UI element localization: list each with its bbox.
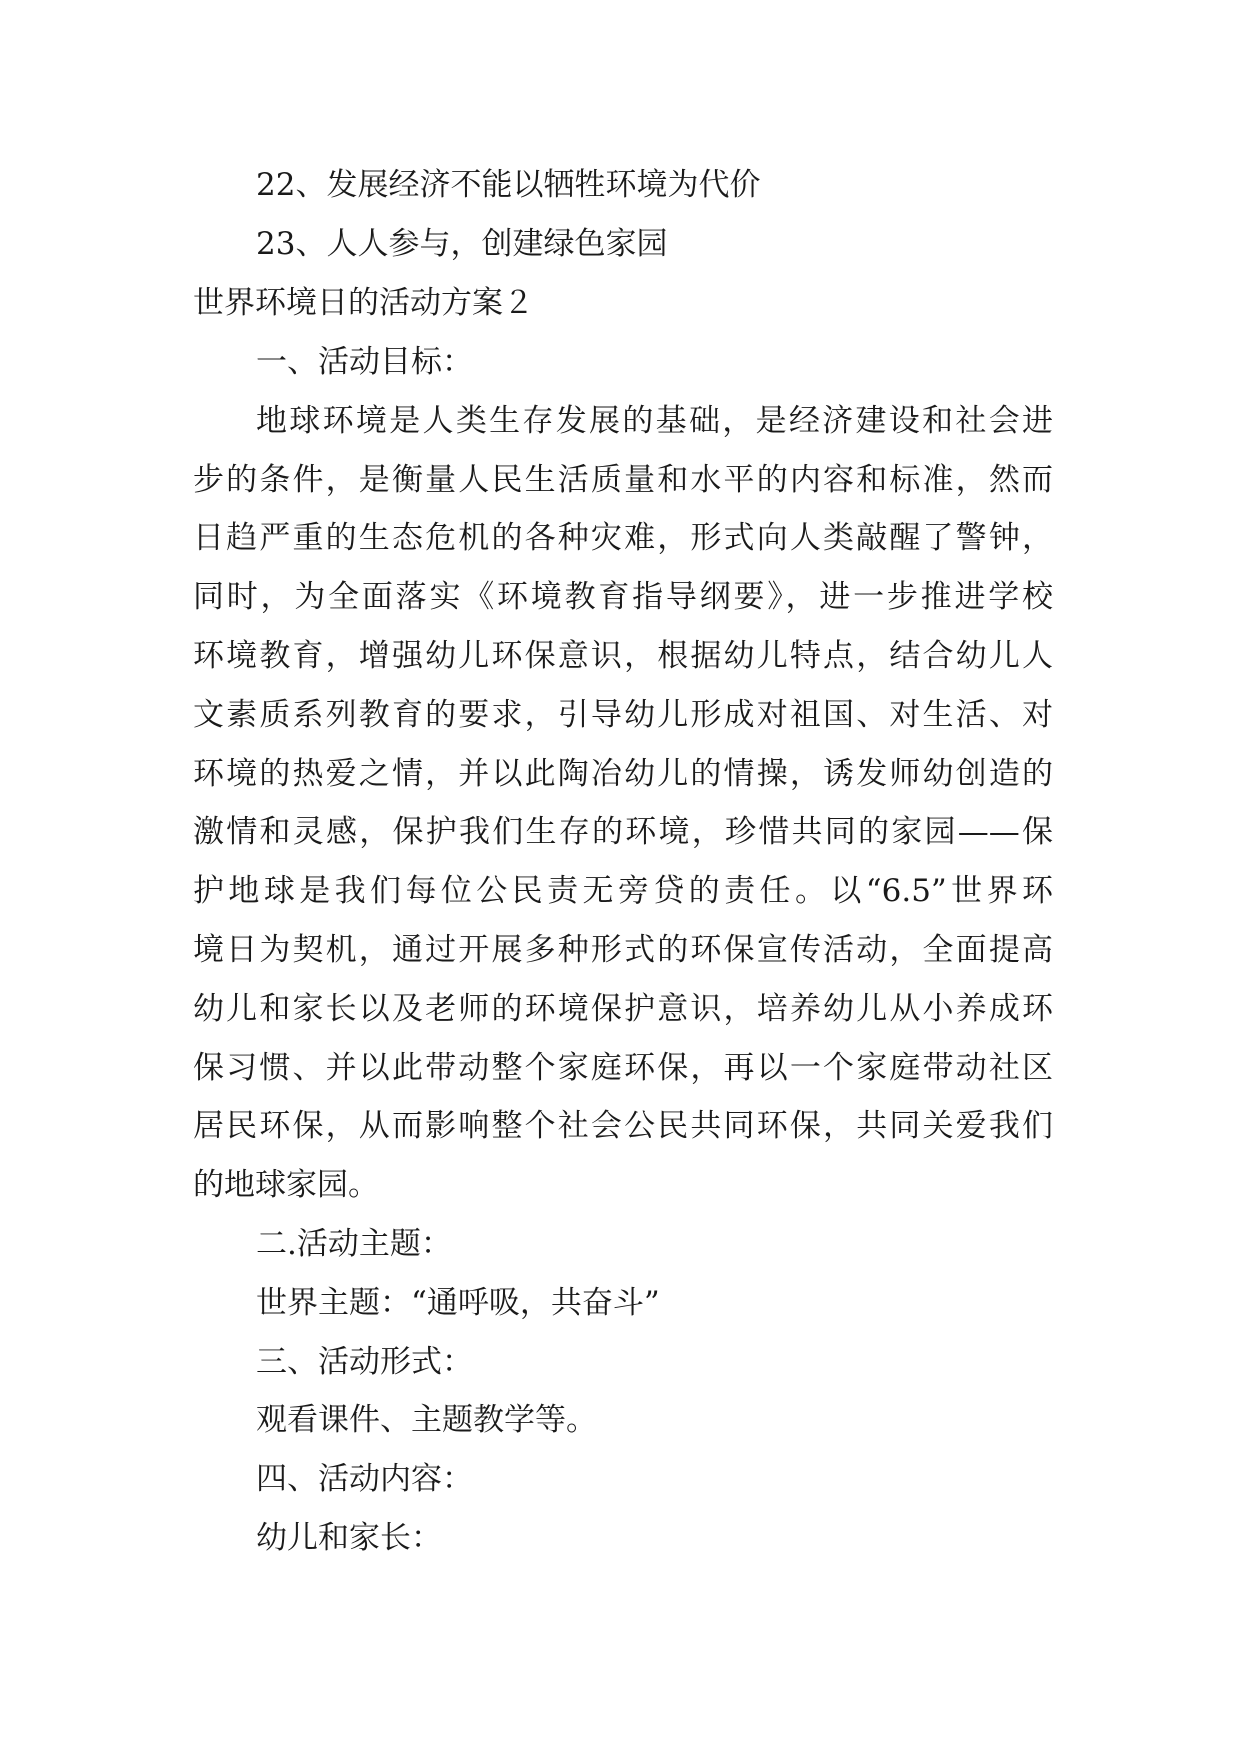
theme-text: 世界主题：“通呼吸，共奋斗”: [256, 1285, 660, 1321]
content-text: 幼儿和家长：: [256, 1520, 442, 1556]
paragraph-line: 居民环保，从而影响整个社会公民共同环保，共同关爱我们: [193, 1108, 1053, 1144]
paragraph-line: 保习惯、并以此带动整个家庭环保，再以一个家庭带动社区: [193, 1050, 1053, 1086]
paragraph-line: 步的条件，是衡量人民生活质量和水平的内容和标准，然而: [193, 462, 1053, 498]
list-item-22: 22、发展经济不能以牺牲环境为代价: [256, 167, 761, 203]
paragraph-line: 的地球家园。: [193, 1167, 379, 1203]
heading-objective: 一、活动目标：: [256, 344, 473, 380]
paragraph-line: 护地球是我们每位公民责无旁贷的责任。以“6.5”世界环: [193, 873, 1053, 909]
heading-form: 三、活动形式：: [256, 1344, 473, 1380]
paragraph-line: 环境教育，增强幼儿环保意识，根据幼儿特点，结合幼儿人: [193, 638, 1053, 674]
paragraph-line: 环境的热爱之情，并以此陶冶幼儿的情操，诱发师幼创造的: [193, 756, 1053, 792]
list-item-23: 23、人人参与，创建绿色家园: [256, 226, 668, 262]
heading-content: 四、活动内容：: [256, 1461, 473, 1497]
heading-theme: 二.活动主题：: [256, 1226, 452, 1262]
paragraph-line: 地球环境是人类生存发展的基础，是经济建设和社会进: [256, 403, 1053, 439]
paragraph-line: 文素质系列教育的要求，引导幼儿形成对祖国、对生活、对: [193, 697, 1053, 733]
paragraph-line: 幼儿和家长以及老师的环境保护意识，培养幼儿从小养成环: [193, 991, 1053, 1027]
paragraph-line: 同时，为全面落实《环境教育指导纲要》，进一步推进学校: [193, 579, 1053, 615]
paragraph-line: 激情和灵感，保护我们生存的环境，珍惜共同的家园——保: [193, 814, 1053, 850]
form-text: 观看课件、主题教学等。: [256, 1402, 597, 1438]
section-title: 世界环境日的活动方案２: [193, 285, 534, 321]
paragraph-line: 日趋严重的生态危机的各种灾难，形式向人类敲醒了警钟，: [193, 520, 1053, 556]
paragraph-line: 境日为契机，通过开展多种形式的环保宣传活动，全面提高: [193, 932, 1053, 968]
